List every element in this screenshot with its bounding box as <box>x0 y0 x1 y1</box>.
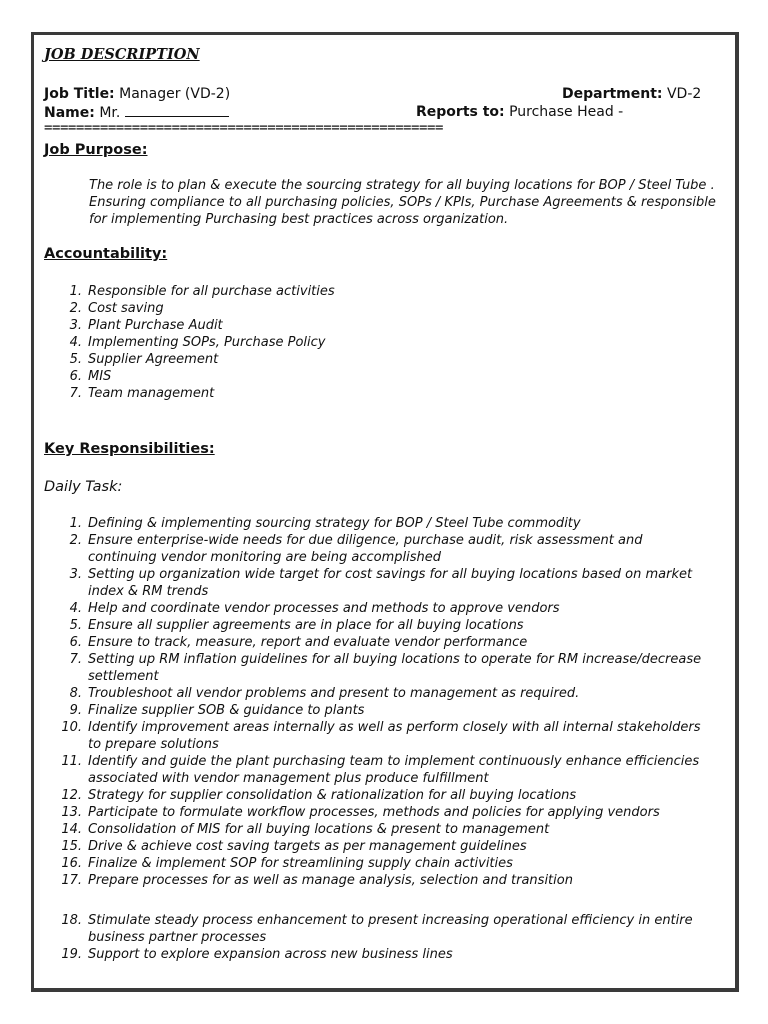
list-item-number: 1. <box>69 516 82 531</box>
list-item-number: 9. <box>69 703 82 718</box>
key-responsibilities-heading: Key Responsibilities: <box>44 441 215 457</box>
divider-line: ================================================== <box>44 120 443 136</box>
list-item <box>44 719 704 753</box>
list-item <box>44 821 704 838</box>
list-item-text: Team management <box>88 386 215 401</box>
list-item-number: 6. <box>69 635 82 650</box>
list-item <box>44 804 704 821</box>
job-purpose-heading: Job Purpose: <box>44 142 148 158</box>
list-item-text: Identify and guide the plant purchasing team to implement continuously enhance efficiencies associated with vendor management plus produce fulfillment <box>88 754 700 786</box>
accountability-list <box>44 283 704 402</box>
list-item-number: 4. <box>69 601 82 616</box>
list-item-number: 17. <box>61 873 82 888</box>
list-item <box>44 872 704 889</box>
list-item <box>44 515 704 532</box>
list-item-text: Setting up organization wide target for cost savings for all buying locations based on market index & RM trends <box>88 567 693 599</box>
list-item <box>44 368 704 385</box>
list-item-text: Plant Purchase Audit <box>88 318 223 333</box>
list-item-number: 7. <box>69 652 82 667</box>
list-item-text: Identify improvement areas internally as well as perform closely with all internal stakeholders to prepare solutions <box>88 720 701 752</box>
list-item-text: Drive & achieve cost saving targets as per management guidelines <box>88 839 527 854</box>
document-title: JOB DESCRIPTION <box>44 46 200 63</box>
list-item <box>44 385 704 402</box>
name-label: Name: <box>44 105 95 121</box>
list-item-number: 4. <box>69 335 82 350</box>
accountability-heading: Accountability: <box>44 246 168 262</box>
list-item-number: 3. <box>69 567 82 582</box>
list-item-number: 5. <box>69 352 82 367</box>
list-item <box>44 334 704 351</box>
list-item-number: 13. <box>61 805 82 820</box>
list-item <box>44 912 704 946</box>
list-item <box>44 351 704 368</box>
list-item <box>44 600 704 617</box>
list-item-text: Setting up RM inflation guidelines for all buying locations to operate for RM increase/decrease settlement <box>88 652 702 684</box>
list-item <box>44 787 704 804</box>
list-item-number: 2. <box>69 301 82 316</box>
list-item <box>44 532 704 566</box>
list-item-text: Ensure all supplier agreements are in place for all buying locations <box>88 618 524 633</box>
list-item-text: Strategy for supplier consolidation & rationalization for all buying locations <box>88 788 577 803</box>
list-item <box>44 946 704 963</box>
list-item-number: 12. <box>61 788 82 803</box>
job-purpose-text: The role is to plan & execute the sourcing strategy for all buying locations for BOP / Steel Tube . Ensuring compliance to all purchasing policies, SOPs / KPIs, Purchase Agreements & responsible for implementing Purchasing best practices across organization. <box>89 178 716 227</box>
list-item-text: Supplier Agreement <box>88 352 219 367</box>
job-title-value: Manager (VD-2) <box>119 86 231 102</box>
list-item <box>44 685 704 702</box>
daily-task-subheading: Daily Task: <box>44 479 123 495</box>
name-blank-line <box>125 104 229 117</box>
list-item <box>44 702 704 719</box>
list-item-number: 2. <box>69 533 82 548</box>
list-item-number: 1. <box>69 284 82 299</box>
list-item-number: 8. <box>69 686 82 701</box>
list-item <box>44 753 704 787</box>
list-item-text: Defining & implementing sourcing strategy for BOP / Steel Tube commodity <box>88 516 581 531</box>
list-item-number: 19. <box>61 947 82 962</box>
list-item <box>44 634 704 651</box>
list-item <box>44 300 704 317</box>
name-value: Mr. <box>99 105 121 121</box>
list-item-number: 3. <box>69 318 82 333</box>
list-item-text: Cost saving <box>88 301 164 316</box>
list-item-text: Finalize supplier SOB & guidance to plants <box>88 703 365 718</box>
list-item-number: 5. <box>69 618 82 633</box>
list-item-text: Participate to formulate workflow processes, methods and policies for applying vendors <box>88 805 660 820</box>
department-label: Department: <box>562 86 663 102</box>
list-item-number: 16. <box>61 856 82 871</box>
reports-to-label: Reports to: <box>416 104 505 120</box>
name-row <box>44 104 229 121</box>
list-item-text: Stimulate steady process enhancement to present increasing operational efficiency in entire business partner processes <box>88 913 693 945</box>
list-item-number: 10. <box>61 720 82 735</box>
list-item-text: Ensure to track, measure, report and evaluate vendor performance <box>88 635 528 650</box>
list-item-number: 18. <box>61 913 82 928</box>
list-item-text: Consolidation of MIS for all buying locations & present to management <box>88 822 550 837</box>
department-value: VD-2 <box>666 86 702 102</box>
department-row <box>562 86 701 102</box>
list-item-text: Troubleshoot all vendor problems and present to management as required. <box>88 686 580 701</box>
reports-to-row <box>416 104 623 120</box>
daily-task-list <box>44 515 704 889</box>
list-item-text: Help and coordinate vendor processes and methods to approve vendors <box>88 601 560 616</box>
list-item <box>44 317 704 334</box>
list-item-text: Implementing SOPs, Purchase Policy <box>88 335 326 350</box>
list-item-text: Prepare processes for as well as manage analysis, selection and transition <box>88 873 573 888</box>
list-item-text: Ensure enterprise-wide needs for due diligence, purchase audit, risk assessment and continuing vendor monitoring are being accomplished <box>88 533 643 565</box>
list-item-text: Support to explore expansion across new business lines <box>88 947 453 962</box>
list-item <box>44 855 704 872</box>
list-item <box>44 566 704 600</box>
list-item-text: MIS <box>88 369 112 384</box>
reports-to-value: Purchase Head - <box>509 104 624 120</box>
job-title-label: Job Title: <box>44 86 115 102</box>
list-item-number: 14. <box>61 822 82 837</box>
list-item <box>44 651 704 685</box>
list-item <box>44 283 704 300</box>
list-item <box>44 838 704 855</box>
list-item <box>44 617 704 634</box>
list-item-text: Finalize & implement SOP for streamlining supply chain activities <box>88 856 513 871</box>
list-item-number: 7. <box>69 386 82 401</box>
daily-task-list-continued <box>44 912 704 963</box>
list-item-number: 15. <box>61 839 82 854</box>
list-item-number: 6. <box>69 369 82 384</box>
list-item-number: 11. <box>61 754 82 769</box>
job-title-row <box>44 86 230 102</box>
list-item-text: Responsible for all purchase activities <box>88 284 335 299</box>
